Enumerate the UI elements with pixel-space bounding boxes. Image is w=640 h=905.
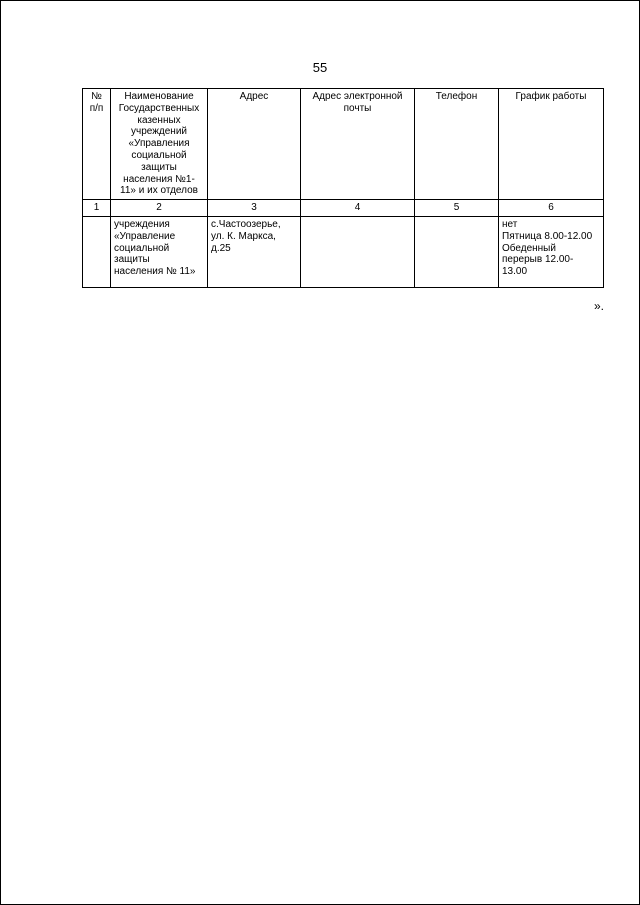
header-cell-address: Адрес [208,89,301,200]
cell-name: учреждения «Управление социальной защиты населения № 11» [111,216,208,287]
cell-phone [415,216,499,287]
column-number-cell: 2 [111,200,208,217]
cell-number [83,216,111,287]
table-row [83,216,604,287]
table-header-row [83,89,604,200]
column-number-cell: 6 [499,200,604,217]
header-cell-number: № п/п [83,89,111,200]
column-number-cell: 4 [301,200,415,217]
header-cell-email: Адрес электронной почты [301,89,415,200]
column-number-row [83,200,604,217]
header-cell-schedule: График работы [499,89,604,200]
cell-email [301,216,415,287]
cell-address: с.Частоозерье, ул. К. Маркса, д.25 [208,216,301,287]
column-number-cell: 3 [208,200,301,217]
header-cell-phone: Телефон [415,89,499,200]
institutions-table [82,88,604,288]
cell-schedule: нет Пятница 8.00-12.00 Обеденный перерыв 12.00- 13.00 [499,216,604,287]
column-number-cell: 1 [83,200,111,217]
closing-quote-mark: ». [594,299,605,313]
page-number: 55 [312,60,328,75]
header-cell-name: Наименование Государственных казенных учреждений «Управления социальной защиты населения №1- 11» и их отделов [111,89,208,200]
column-number-cell: 5 [415,200,499,217]
